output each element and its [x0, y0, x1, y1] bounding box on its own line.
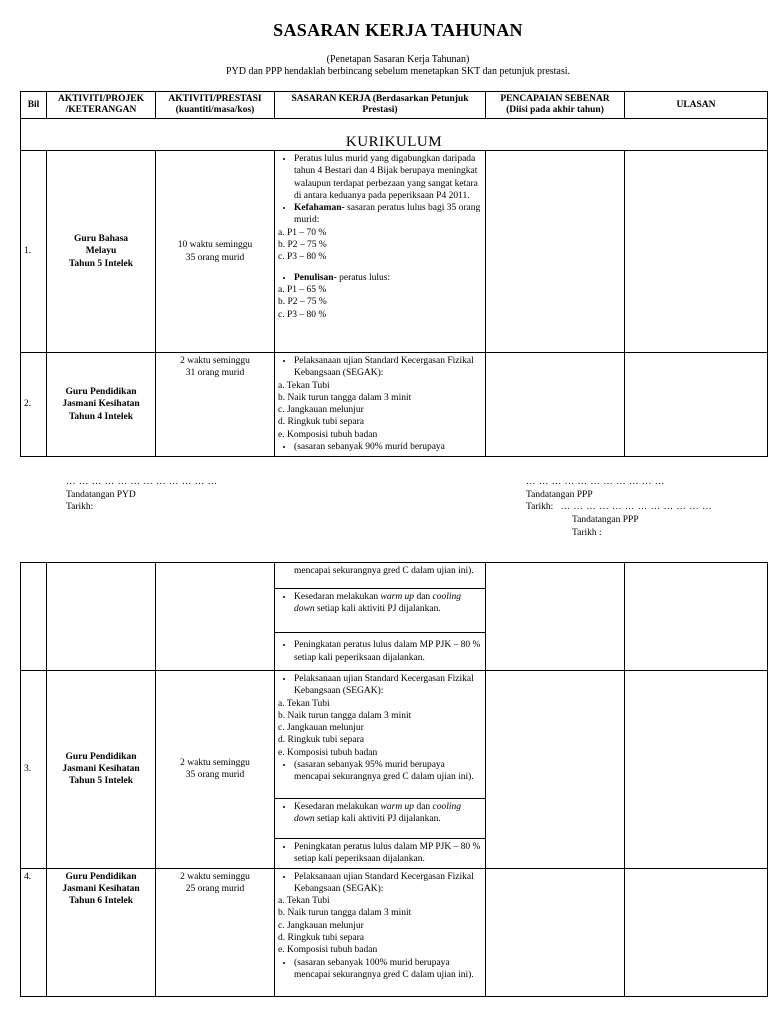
list-item: • (sasaran sebanyak 90% murid berupaya: [294, 441, 482, 453]
prestasi-cell: 10 waktu seminggu 35 orang murid: [156, 151, 275, 353]
ulasan-cell: [625, 151, 768, 353]
ulasan-cell: [625, 671, 768, 869]
row-number: [21, 563, 47, 671]
pencapaian-cell: [486, 671, 625, 869]
header-pencapaian: PENCAPAIAN SEBENAR (Diisi pada akhir tahun): [486, 92, 625, 119]
signature-ppp: … … … … … … … … … … … Tandatangan PPP Tarikh: … … … … … … … … … … … …: [526, 477, 713, 512]
list-item: • Pelaksanaan ujian Standard Kecergasan Fizikal Kebangsaan (SEGAK):: [294, 871, 482, 896]
row-number: 1.: [21, 151, 47, 353]
pencapaian-cell: [486, 868, 625, 996]
list-item: • Peningkatan peratus lulus dalam MP PJK – 80 % setiap kali peperiksaan dijalankan.: [294, 841, 482, 866]
header-ulasan: ULASAN: [625, 92, 768, 119]
page-subtitle: (Penetapan Sasaran Kerja Tahunan): [326, 54, 470, 65]
header-aktiviti: AKTIVITI/PROJEK /KETERANGAN: [47, 92, 156, 119]
table-row: [21, 151, 768, 353]
section-heading: KURIKULUM: [21, 119, 768, 151]
ulasan-cell: [625, 563, 768, 671]
aktiviti-cell: Guru Pendidikan Jasmani Kesihatan Tahun 6 Intelek: [47, 868, 156, 996]
sasaran-cell: mencapai sekurangnya gred C dalam ujian ini).: [275, 563, 486, 589]
skt-table-page1: [20, 91, 768, 457]
prestasi-cell: 2 waktu seminggu 25 orang murid: [156, 868, 275, 996]
aktiviti-cell: Guru Pendidikan Jasmani Kesihatan Tahun 5 Intelek: [47, 671, 156, 869]
page-title: SASARAN KERJA TAHUNAN: [273, 20, 523, 40]
list-item: • (sasaran sebanyak 100% murid berupaya mencapai sekurangnya gred C dalam ujian ini).: [294, 957, 482, 982]
sasaran-cell: [275, 633, 486, 671]
row-number: 3.: [21, 671, 47, 869]
table-row: [21, 868, 768, 996]
aktiviti-cell: Guru Pendidikan Jasmani Kesihatan Tahun 4 Intelek: [47, 353, 156, 457]
header-sasaran: SASARAN KERJA (Berdasarkan Petunjuk Prestasi): [275, 92, 486, 119]
prestasi-cell: [156, 563, 275, 671]
list-item: • Kesedaran melakukan warm up dan cooling down setiap kali aktiviti PJ dijalankan.: [294, 801, 482, 826]
list-item: • Peningkatan peratus lulus dalam MP PJK – 80 % setiap kali peperiksaan dijalankan.: [294, 639, 482, 664]
prestasi-cell: 2 waktu seminggu 31 orang murid: [156, 353, 275, 457]
sasaran-cell: • Pelaksanaan ujian Standard Kecergasan Fizikal Kebangsaan (SEGAK): a. Tekan Tubi b. Naik turun tangga dalam 3 minit c. Jangkauan melunjur d. Ringkuk tubi separa e. Komposisi tubuh badan • (sasaran sebanyak 95% murid berupaya mencapai sekurangnya gred C dalam ujian ini).: [275, 671, 486, 799]
list-item: • Pelaksanaan ujian Standard Kecergasan Fizikal Kebangsaan (SEGAK):: [294, 673, 482, 698]
list-item: • Kefahaman- sasaran peratus lulus bagi 35 orang murid:: [294, 202, 482, 227]
table-row: [21, 563, 768, 589]
list-item: • Kesedaran melakukan warm up dan cooling down setiap kali aktiviti PJ dijalankan.: [294, 591, 482, 616]
ulasan-cell: [625, 868, 768, 996]
sasaran-cell: [275, 799, 486, 839]
list-item: • (sasaran sebanyak 95% murid berupaya mencapai sekurangnya gred C dalam ujian ini).: [294, 759, 482, 784]
prestasi-cell: 2 waktu seminggu 35 orang murid: [156, 671, 275, 869]
table-row: [21, 671, 768, 799]
list-item: • Peratus lulus murid yang digabungkan daripada tahun 4 Bestari dan 4 Bijak berupaya meningkat walaupun terdapat perbezaan yang sangat ketara di antara keduanya pada peperiksaan P4 2011.: [294, 153, 482, 202]
header-prestasi: AKTIVITI/PRESTASI (kuantiti/masa/kos): [156, 92, 275, 119]
header-bil: Bil: [21, 92, 47, 119]
sasaran-cell: [275, 589, 486, 633]
signature-pyd: … … … … … … … … … … … … Tandatangan PYD Tarikh:: [66, 477, 218, 512]
aktiviti-cell: Guru Bahasa Melayu Tahun 5 Intelek: [47, 151, 156, 353]
pencapaian-cell: [486, 151, 625, 353]
list-item: • Pelaksanaan ujian Standard Kecergasan Fizikal Kebangsaan (SEGAK):: [294, 355, 482, 380]
list-item: • Penulisan- peratus lulus:: [294, 272, 482, 284]
sasaran-cell: [275, 839, 486, 869]
pencapaian-cell: [486, 353, 625, 457]
sasaran-cell: • Pelaksanaan ujian Standard Kecergasan Fizikal Kebangsaan (SEGAK): a. Tekan Tubi b. Naik turun tangga dalam 3 minit c. Jangkauan melunjur d. Ringkuk tubi separa e. Komposisi tubuh badan • (sasaran sebanyak 90% murid berupaya: [275, 353, 486, 457]
skt-table-page2: [20, 562, 768, 997]
aktiviti-cell: [47, 563, 156, 671]
signature-ppp-2: Tandatangan PPP Tarikh :: [572, 515, 639, 538]
pencapaian-cell: [486, 563, 625, 671]
ulasan-cell: [625, 353, 768, 457]
sasaran-cell: • Pelaksanaan ujian Standard Kecergasan Fizikal Kebangsaan (SEGAK): a. Tekan Tubi b. Naik turun tangga dalam 3 minit c. Jangkauan melunjur d. Ringkuk tubi separa e. Komposisi tubuh badan • (sasaran sebanyak 100% murid berupaya mencapai sekurangnya gred C dalam ujian ini).: [275, 868, 486, 996]
sasaran-cell: • Peratus lulus murid yang digabungkan daripada tahun 4 Bestari dan 4 Bijak berupaya meningkat walaupun terdapat perbezaan yang sangat ketara di antara keduanya pada peperiksaan P4 2011. • Kefahaman- sasaran peratus lulus bagi 35 orang murid: a. P1 – 70 % b. P2 – 75 % c. P3 – 80 % • Penulisan- peratus lulus: a. P1 – 65 % b. P2 – 75 % c. P3 – 80 %: [275, 151, 486, 353]
instruction-text: PYD dan PPP hendaklah berbincang sebelum menetapkan SKT dan petunjuk prestasi.: [225, 66, 571, 77]
row-number: 4.: [21, 868, 47, 996]
table-row: [21, 353, 768, 457]
row-number: 2.: [21, 353, 47, 457]
